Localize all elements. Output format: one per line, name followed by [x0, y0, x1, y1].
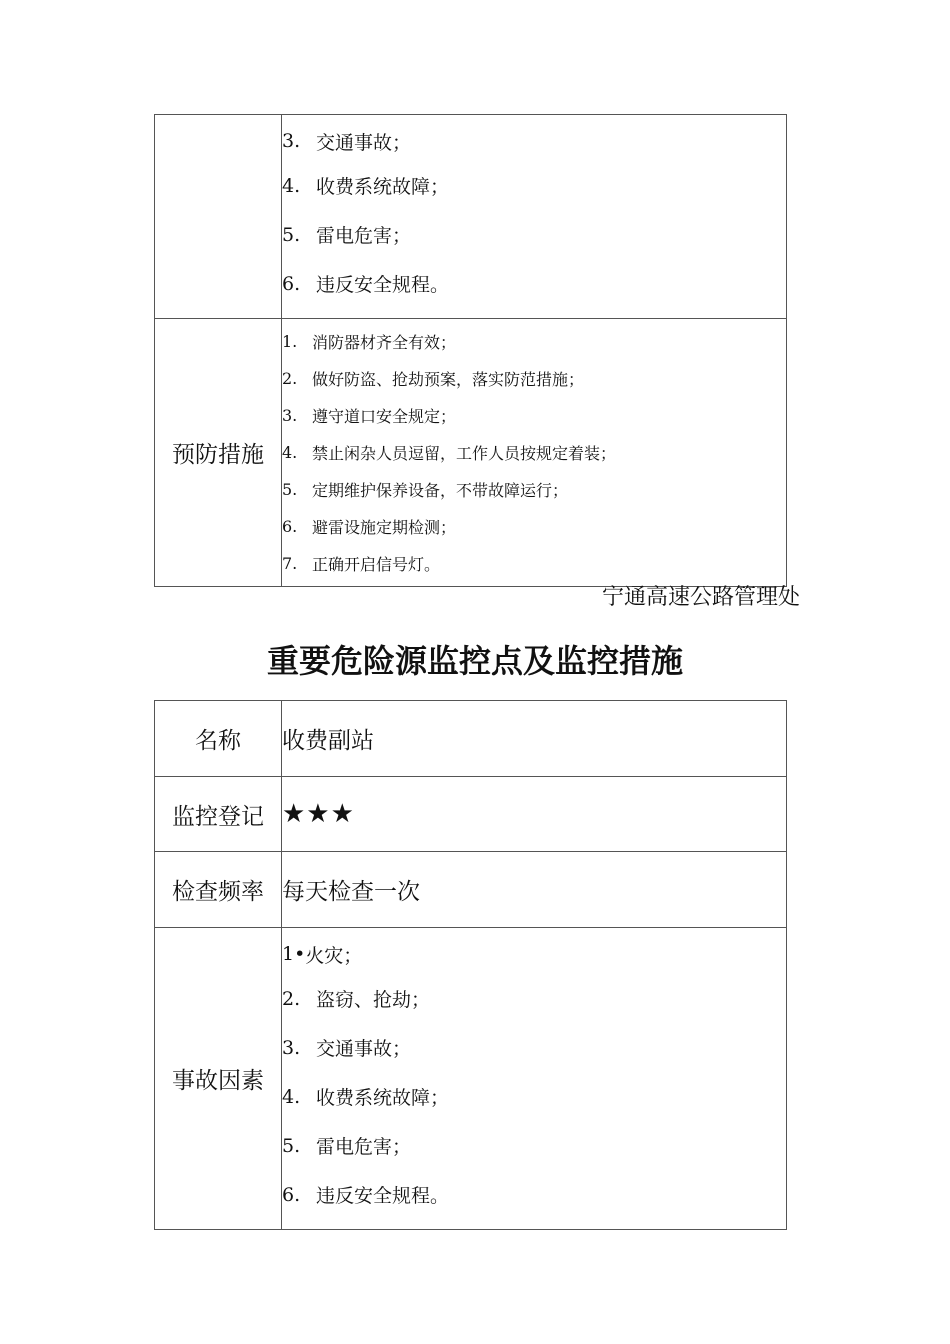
accident-row-continued [155, 115, 787, 319]
list-item: 2. 盗窃、抢劫； [282, 987, 431, 1011]
list-item: 4. 禁止闲杂人员逗留，工作人员按规定着装； [282, 443, 617, 463]
accident-list [282, 928, 787, 1230]
accident-items [282, 928, 786, 1229]
frequency-value: 每天检查一次 [282, 852, 787, 928]
frequency-row [155, 852, 787, 928]
accident-row [155, 928, 787, 1230]
list-item: 6. 避雷设施定期检测； [282, 517, 457, 537]
organization-name: 宁通高速公路管理处 [601, 585, 800, 610]
list-item: 2. 做好防盗、抢劫预案，落实防范措施； [282, 369, 585, 389]
list-item: 3. 交通事故； [282, 130, 412, 154]
list-item: 5. 雷电危害； [282, 1134, 412, 1158]
list-item: 7. 正确开启信号灯。 [282, 554, 441, 574]
prevention-row [155, 319, 787, 587]
monitor-row [155, 777, 787, 852]
list-item: 1. 消防器材齐全有效； [282, 332, 457, 352]
frequency-label: 检查频率 [155, 852, 282, 928]
hazard-table [154, 700, 787, 1230]
list-item: 3. 遵守道口安全规定； [282, 406, 457, 426]
list-item: 6. 违反安全规程。 [282, 272, 450, 296]
prevention-list [282, 319, 787, 587]
accident-label: 事故因素 [155, 928, 282, 1230]
monitor-level-stars [282, 777, 787, 852]
empty-label-cell [155, 115, 282, 319]
prevention-label: 预防措施 [155, 319, 282, 587]
name-label: 名称 [155, 701, 282, 777]
list-item: 6. 违反安全规程。 [282, 1183, 450, 1207]
list-item: 4. 收费系统故障； [282, 1085, 450, 1109]
first-table [154, 114, 787, 587]
list-item: 1• 火灾； [282, 943, 363, 967]
star-rating: ★★★ [282, 799, 355, 829]
list-item: 5. 定期维护保养设备，不带故障运行； [282, 480, 569, 500]
page-title: 重要危险源监控点及监控措施 [266, 642, 683, 680]
list-item: 5. 雷电危害； [282, 223, 412, 247]
name-value: 收费副站 [282, 701, 787, 777]
accident-list-continued [282, 115, 787, 319]
name-row [155, 701, 787, 777]
list-item: 4. 收费系统故障； [282, 174, 450, 198]
accident-items [282, 115, 786, 318]
list-item: 3. 交通事故； [282, 1036, 412, 1060]
monitor-label: 监控登记 [155, 777, 282, 852]
prevention-items [282, 319, 786, 586]
